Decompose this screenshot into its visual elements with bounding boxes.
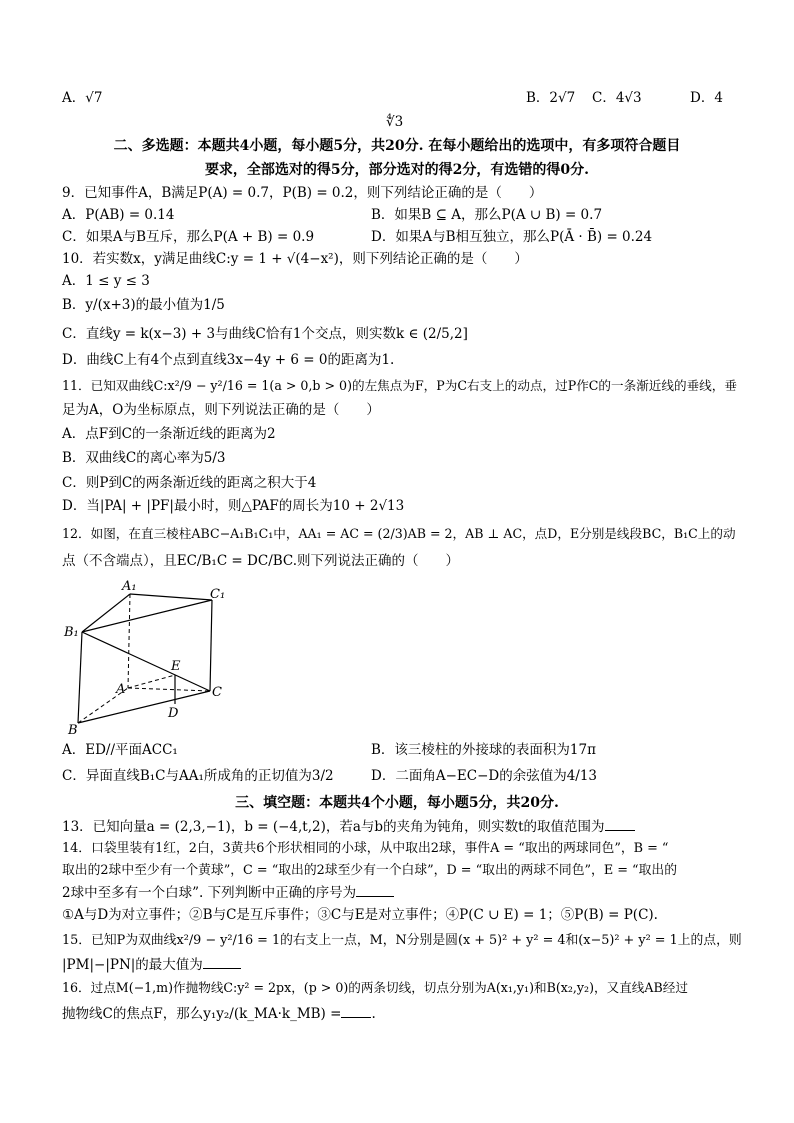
q9-option-d: D．如果A与B相互独立，那么P(Ā · B̄) = 0.24 [371,229,653,245]
q16-line2 [62,1005,376,1023]
q15-answer-blank[interactable] [203,956,241,969]
option-c-prev: C．4√3 [592,90,642,106]
label-a1: A₁ [122,579,137,594]
q16-stem-end: 抛物线C的焦点F，那么y₁y₂/(k_MA·k_MB) = [62,1006,342,1022]
label-d: D [168,706,179,721]
q13-line [62,818,635,836]
q11-option-b: B．双曲线C的离心率为5/3 [62,450,226,466]
q12-option-b: B．该三棱柱的外接球的表面积为17π [371,742,596,758]
label-c1: C₁ [210,587,226,602]
q13-answer-blank[interactable] [605,818,635,831]
q11-stem-line2: 足为A，O为坐标原点，则下列说法正确的是（ ） [62,402,380,418]
option-d-prev: D．4 [690,90,723,106]
q14-line3 [62,884,394,902]
q14-answer-blank[interactable] [356,884,394,897]
q16-answer-blank[interactable] [341,1005,371,1018]
q12-stem-line1: 12．如图，在直三棱柱ABC−A₁B₁C₁中，AA₁ = AC = (2/3)AB = 2，AB ⊥ AC，点D，E分别是线段BC，B₁C上的动 [62,526,736,541]
q10-stem: 10．若实数x，y满足曲线C:y = 1 + √(4−x²)，则下列结论正确的是（ ） [62,251,528,267]
q13-stem: 13．已知向量a = (2,3,−1)，b = (−4,t,2)，若a与b的夹角为钝角，则实数t的取值范围为 [62,819,605,835]
q14-line1: 14．口袋里装有1红，2白，3黄共6个形状相同的小球，从中取出2球，事件A = “取出的两球同色”，B = “ [62,841,669,856]
q11-option-a: A．点F到C的一条渐近线的距离为2 [62,426,276,442]
section-3-header: 三、填空题：本题共4个小题，每小题5分，共20分. [235,795,559,811]
section-2-header-line1: 二、多选题：本题共4小题，每小题5分，共20分. 在每小题给出的选项中，有多项符合题目 [113,138,681,154]
q11-stem-line1: 11．已知双曲线C:x²/9 − y²/16 = 1(a > 0,b > 0)的左焦点为F，P为C右支上的动点，过P作C的一条渐近线的垂线，垂 [62,378,737,393]
label-b1: B₁ [64,625,79,640]
q9-stem: 9．已知事件A，B满足P(A) = 0.7，P(B) = 0.2，则下列结论正确的是（ ） [62,185,543,201]
q10-option-d: D．曲线C上有4个点到直线3x−4y + 6 = 0的距离为1. [62,352,395,368]
q11-option-c: C．则P到C的两条渐近线的距离之积大于4 [62,475,317,491]
q14-line2: 取出的2球中至少有一个黄球”，C = “取出的2球至少有一个白球”，D = “取出的两球不同色”，E = “取出的 [62,863,677,878]
q9-option-a: A．P(AB) = 0.14 [62,207,175,223]
option-a-prev: A．√7 [62,90,103,106]
option-d-prev-cont: ∜3 [386,114,404,130]
q15-line1: 15．已知P为双曲线x²/9 − y²/16 = 1的右支上一点，M，N分别是圆(x + 5)² + y² = 4和(x−5)² + y² = 1上的点，则 [62,933,742,948]
q10-option-a: A．1 ≤ y ≤ 3 [62,273,150,289]
q12-option-c: C．异面直线B₁C与AA₁所成角的正切值为3/2 [62,768,334,784]
q12-option-a: A．ED//平面ACC₁ [62,742,178,758]
label-c: C [212,685,222,700]
q14-stem-end: 2球中至多有一个白球”. 下列判断中正确的序号为 [62,885,357,901]
q12-option-d: D．二面角A−EC−D的余弦值为4/13 [371,768,598,784]
option-b-prev: B．2√7 [526,90,576,106]
q14-statements: ①A与D为对立事件；②B与C是互斥事件；③C与E是对立事件；④P(C ∪ E) = 1；⑤P(B) = P(C). [62,907,658,923]
q9-option-b: B．如果B ⊆ A，那么P(A ∪ B) = 0.7 [371,207,603,223]
q16-period: . [371,1006,376,1022]
q10-option-c: C．直线y = k(x−3) + 3与曲线C恰有1个交点，则实数k ∈ (2/5,2] [62,326,468,342]
q15-stem-end: |PM|−|PN|的最大值为 [62,957,203,973]
q16-line1: 16．过点M(−1,m)作抛物线C:y² = 2px，(p > 0)的两条切线，切点分别为A(x₁,y₁)和B(x₂,y₂)，又直线AB经过 [62,980,688,995]
label-a: A [116,682,126,697]
q12-stem-line2: 点（不含端点），且EC/B₁C = DC/BC.则下列说法正确的（ ） [62,553,460,569]
prism-figure [60,578,240,738]
q9-option-c: C．如果A与B互斥，那么P(A + B) = 0.9 [62,229,315,245]
q10-option-b: B．y/(x+3)的最小值为1/5 [62,297,225,313]
q15-line2 [62,956,241,974]
section-2-header-line2: 要求，全部选对的得5分，部分选对的得2分，有选错的得0分. [204,162,590,178]
label-b: B [68,723,78,738]
q11-option-d: D．当|PA| + |PF|最小时，则△PAF的周长为10 + 2√13 [62,498,405,514]
label-e: E [171,659,181,674]
